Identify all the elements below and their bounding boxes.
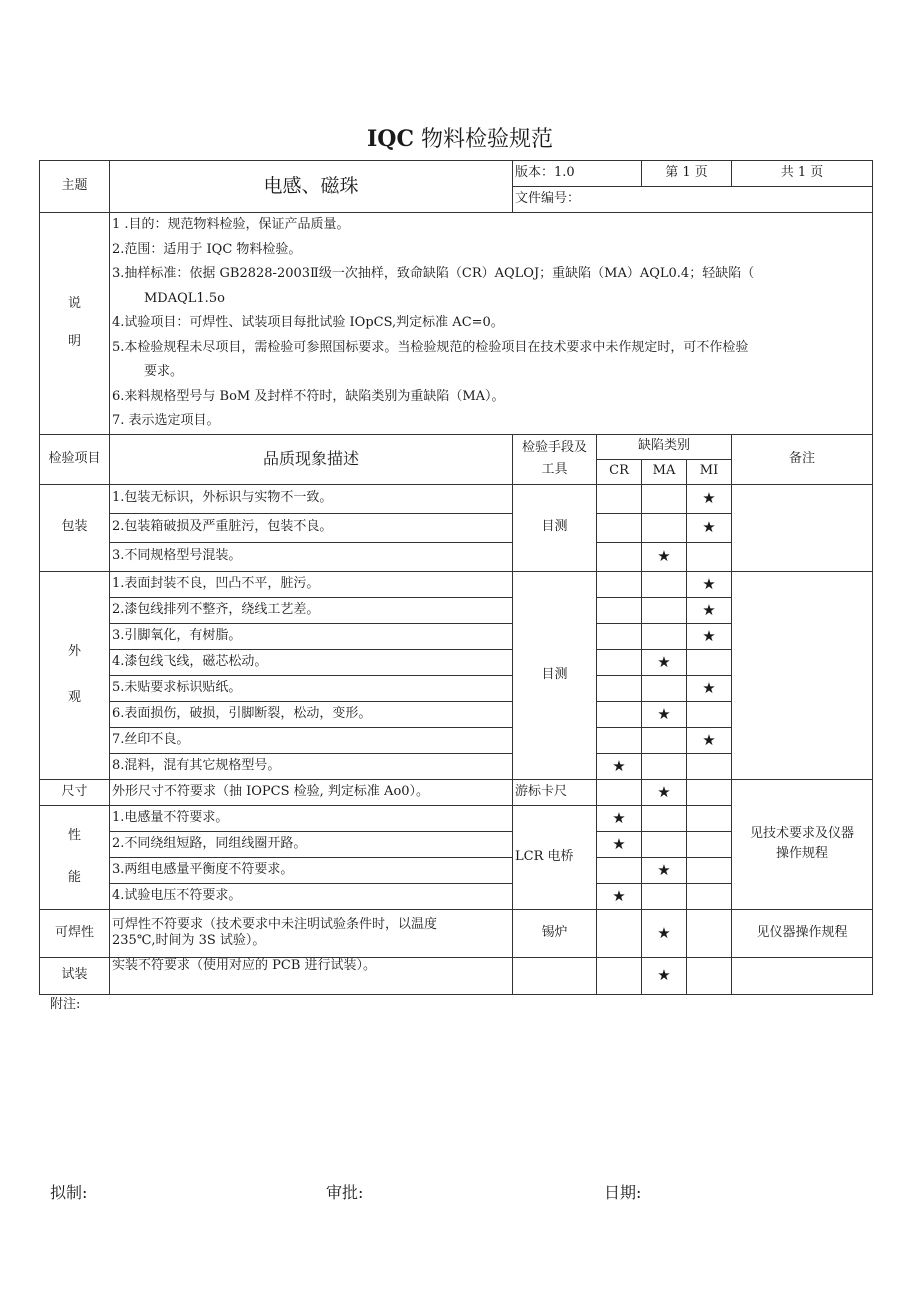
document-title: IQC 物料检验规范 [367,126,553,152]
subject-value: 电感、磁珠 [110,161,513,213]
table-row-desc: 6.表面损伤，破损，引脚断裂，松动，变形。 [110,701,513,727]
note-line: 6.来料规格型号与 BoM 及封样不符时，缺陷类别为重缺陷（MA）。 [112,388,505,404]
signature-approve: 审批: [326,1183,364,1202]
star-icon: ★ [642,701,687,727]
group-appearance-tool: 目测 [513,571,597,779]
group-trial-label: 试装 [40,957,110,994]
star-icon: ★ [687,571,732,597]
signature-date: 日期: [604,1183,642,1202]
table-row-desc: 2.不同绕组短路，同组线圈开路。 [110,831,513,857]
group-performance-label: 性 能 [40,805,110,909]
star-icon: ★ [687,597,732,623]
note-line: 7. 表示选定项目。 [112,413,220,428]
table-row-desc: 4.漆包线飞线，磁芯松动。 [110,649,513,675]
notes-label: 说 明 [40,213,110,435]
table-row-desc: 可焊性不符要求（技术要求中未注明试验条件时，以温度 235℃,时间为 3S 试验）。 [110,909,513,957]
star-icon: ★ [642,542,687,571]
col-header-defect: 缺陷类别 [597,434,732,459]
group-packaging-label: 包装 [40,484,110,571]
table-row-desc: 3.不同规格型号混装。 [110,542,513,571]
note-line: MDAQL1.5o [144,290,225,306]
col-header-tool: 检验手段及 工具 [513,434,597,484]
group-size-tool: 游标卡尺 [513,779,597,805]
table-row-desc: 4.试验电压不符要求。 [110,883,513,909]
star-icon: ★ [687,623,732,649]
table-row-desc: 7.丝印不良。 [110,727,513,753]
star-icon: ★ [642,779,687,805]
note-line: 4.试验项目：可焊性、试装项目每批试验 IOpCS,判定标准 AC=0。 [112,315,504,330]
star-icon: ★ [597,831,642,857]
col-header-remark: 备注 [732,434,873,484]
version-cell: 版本：1.0 [513,161,642,187]
col-header-item: 检验项目 [40,434,110,484]
subject-label: 主题 [40,161,110,213]
star-icon: ★ [687,675,732,701]
star-icon: ★ [642,857,687,883]
group-size-label: 尺寸 [40,779,110,805]
solderability-remark: 见仪器操作规程 [732,909,873,957]
group-solderability-tool: 锡炉 [513,909,597,957]
col-header-mi: MI [687,459,732,484]
table-row-desc: 1.表面封装不良，凹凸不平，脏污。 [110,571,513,597]
table-row-desc: 3.两组电感量平衡度不符要求。 [110,857,513,883]
note-line: 3.抽样标准：依据 GB2828-2003Ⅱ级一次抽样，致命缺陷（CR）AQLOJ；重缺陷（MA）AQL0.4；轻缺陷（ [112,266,755,281]
table-row-desc: 8.混料，混有其它规格型号。 [110,753,513,779]
star-icon: ★ [687,727,732,753]
col-header-cr: CR [597,459,642,484]
performance-remark: 见技术要求及仪器 操作规程 [732,779,873,909]
star-icon: ★ [687,513,732,542]
star-icon: ★ [642,909,687,957]
col-header-ma: MA [642,459,687,484]
group-solderability-label: 可焊性 [40,909,110,957]
table-row-desc: 2.漆包线排列不整齐，绕线工艺差。 [110,597,513,623]
page-total: 共 1 页 [732,161,873,187]
notes-content [110,213,873,435]
note-line: 要求。 [144,364,184,379]
table-row-desc: 2.包装箱破损及严重脏污，包装不良。 [110,513,513,542]
group-packaging-tool: 目测 [513,484,597,571]
note-line: 1 .目的：规范物料检验，保证产品质量。 [112,217,350,232]
note-line: 2.范围：适用于 IQC 物料检验。 [112,241,302,257]
star-icon: ★ [642,957,687,994]
table-row-desc: 5.未贴要求标识贴纸。 [110,675,513,701]
signature-draft: 拟制: [50,1183,88,1202]
table-row-desc: 外形尺寸不符要求（抽 IOPCS 检验, 判定标准 Ao0）。 [110,779,513,805]
star-icon: ★ [642,649,687,675]
star-icon: ★ [597,805,642,831]
group-appearance-label: 外 观 [40,571,110,779]
col-header-desc: 品质现象描述 [110,434,513,484]
page-number: 第 1 页 [642,161,732,187]
inspection-spec-table [39,160,873,995]
document-number: 文件编号： [513,187,873,213]
star-icon: ★ [597,883,642,909]
star-icon: ★ [687,484,732,513]
table-row-desc: 实装不符要求（使用对应的 PCB 进行试装）。 [110,957,513,994]
footnote: 附注: [50,997,81,1012]
table-row-desc: 1.电感量不符要求。 [110,805,513,831]
group-performance-tool: LCR 电桥 [513,805,597,909]
table-row-desc: 1.包装无标识，外标识与实物不一致。 [110,484,513,513]
table-row-desc: 3.引脚氧化，有树脂。 [110,623,513,649]
note-line: 5.本检验规程未尽项目，需检验可参照国标要求。当检验规范的检验项目在技术要求中未作规定时，可不作检验 [112,339,749,355]
star-icon: ★ [597,753,642,779]
